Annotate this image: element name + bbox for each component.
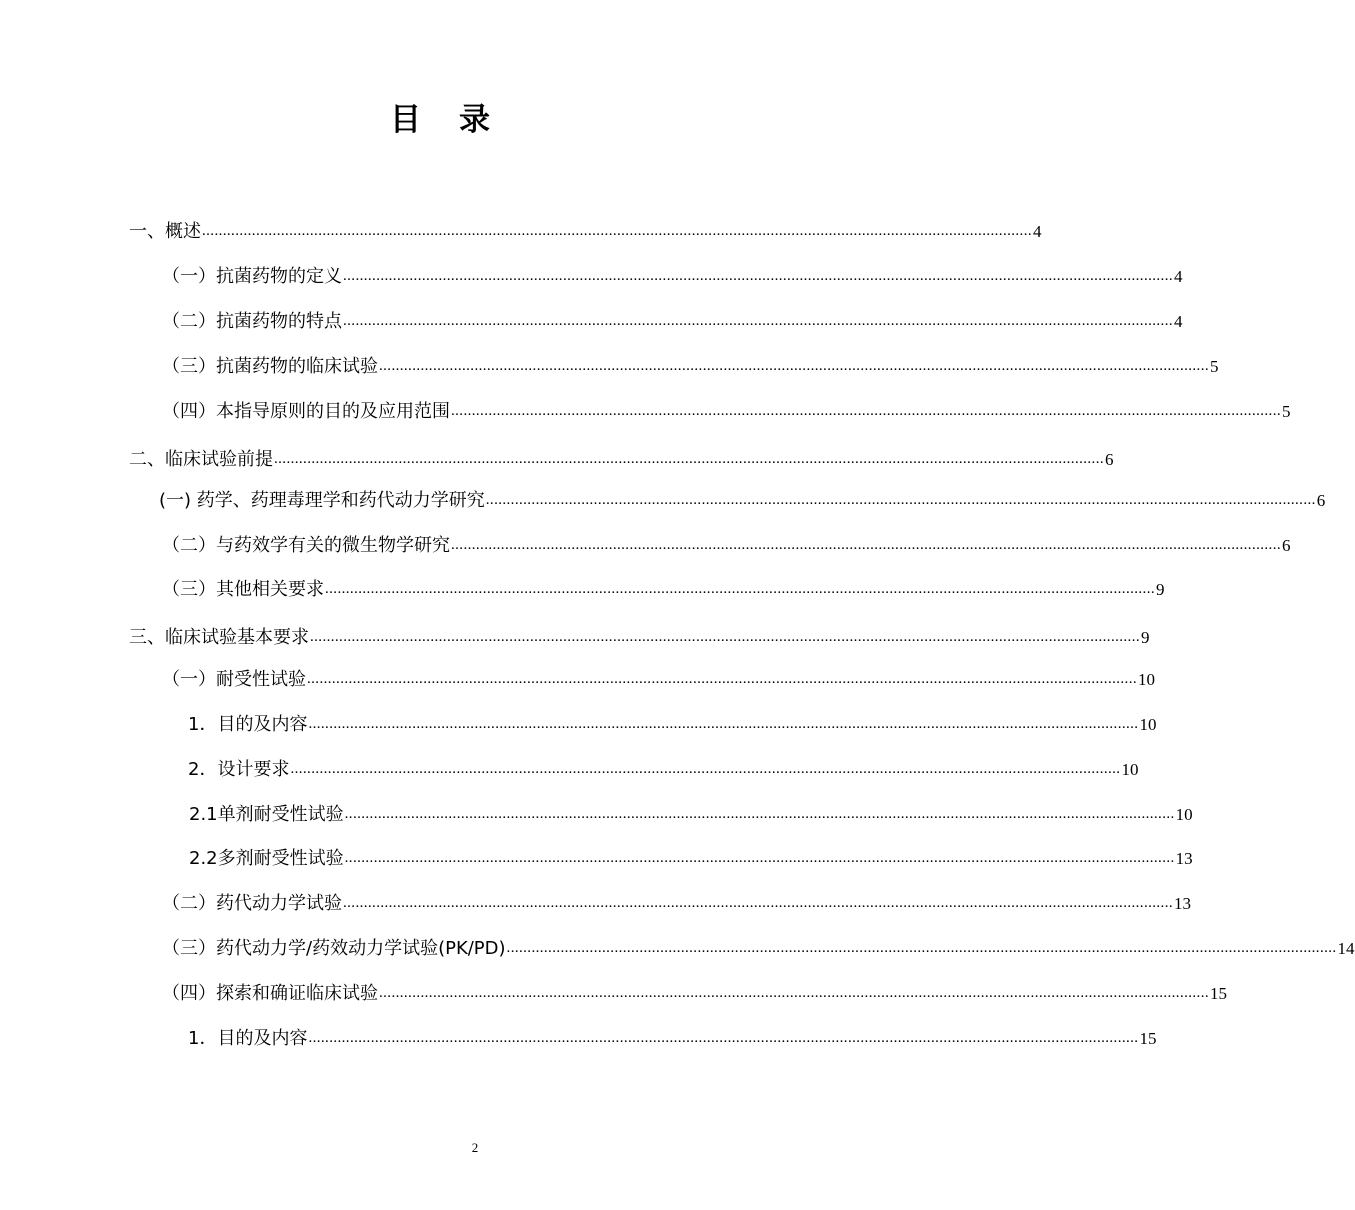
toc-entry-page: 14: [1337, 939, 1355, 958]
toc-entry-page: 5: [1210, 357, 1219, 376]
toc-dot-leader: ........................................................................................................................................................................................................: [290, 761, 1121, 777]
toc-entry-label: （三）抗菌药物的临床试验: [162, 356, 378, 377]
toc-dot-leader: ........................................................................................................................................................................................................: [344, 806, 1175, 822]
toc-dot-leader: ........................................................................................................................................................................................................: [379, 985, 1209, 1001]
toc-entry-label: （二）与药效学有关的微生物学研究: [162, 535, 450, 556]
toc-entry-label: 二、临床试验前提: [129, 449, 273, 470]
toc-entry[interactable]: [162, 936, 1355, 962]
toc-entry-label: 1．目的及内容: [188, 714, 308, 735]
toc-dot-leader: ........................................................................................................................................................................................................: [343, 895, 1173, 911]
toc-entry[interactable]: [162, 309, 1183, 335]
toc-dot-leader: ........................................................................................................................................................................................................: [485, 492, 1316, 508]
toc-entry[interactable]: [189, 846, 1193, 872]
toc-dot-leader: ........................................................................................................................................................................................................: [506, 940, 1337, 956]
toc-entry-label: （二）药代动力学试验: [162, 893, 342, 914]
page-number: 2: [471, 1140, 479, 1155]
toc-entry-label: 2.2多剂耐受性试验: [189, 848, 344, 869]
toc-entry[interactable]: [162, 264, 1183, 290]
toc-entry-label: (一) 药学、药理毒理学和药代动力学研究: [159, 490, 485, 511]
toc-entry-page: 6: [1316, 491, 1326, 510]
toc-dot-leader: ........................................................................................................................................................................................................: [451, 403, 1281, 419]
toc-entry-label: 一、概述: [129, 221, 201, 242]
toc-entry[interactable]: [162, 667, 1155, 693]
toc-entry[interactable]: [162, 399, 1291, 425]
toc-entry[interactable]: [129, 219, 1042, 245]
toc-entry-label: 2.1单剂耐受性试验: [189, 804, 344, 825]
toc-entry[interactable]: [129, 447, 1114, 473]
page-title: 目录: [390, 102, 528, 138]
toc-entry-label: （四）本指导原则的目的及应用范围: [162, 401, 450, 422]
toc-entry-page: 4: [1174, 267, 1183, 286]
toc-entry-label: （二）抗菌药物的特点: [162, 311, 342, 332]
toc-entry-page: 4: [1033, 222, 1042, 241]
toc-entry-page: 10: [1121, 760, 1139, 779]
toc-entry[interactable]: [189, 802, 1193, 828]
toc-entry-page: 10: [1175, 805, 1193, 824]
toc-dot-leader: ........................................................................................................................................................................................................: [379, 358, 1209, 374]
toc-entry-page: 4: [1174, 312, 1183, 331]
toc-dot-leader: ........................................................................................................................................................................................................: [202, 223, 1032, 239]
toc-entry-label: 三、临床试验基本要求: [129, 627, 309, 648]
toc-entry-label: 1．目的及内容: [188, 1028, 308, 1049]
toc-dot-leader: ........................................................................................................................................................................................................: [325, 581, 1155, 597]
toc-entry-label: （一）耐受性试验: [162, 669, 306, 690]
toc-entry-label: （三）其他相关要求: [162, 579, 324, 600]
toc-dot-leader: ........................................................................................................................................................................................................: [343, 313, 1173, 329]
toc-entry-page: 10: [1138, 670, 1155, 689]
toc-dot-leader: ........................................................................................................................................................................................................: [307, 671, 1137, 687]
toc-entry[interactable]: [188, 757, 1139, 783]
toc-entry-page: 9: [1141, 628, 1150, 647]
toc-entry[interactable]: [159, 488, 1326, 514]
toc-entry-page: 15: [1139, 1029, 1157, 1048]
toc-entry-page: 15: [1210, 984, 1227, 1003]
toc-entry[interactable]: [162, 891, 1191, 917]
toc-entry[interactable]: [162, 577, 1165, 603]
toc-dot-leader: ........................................................................................................................................................................................................: [274, 451, 1104, 467]
toc-dot-leader: ........................................................................................................................................................................................................: [310, 629, 1140, 645]
toc-entry[interactable]: [188, 1026, 1157, 1052]
toc-dot-leader: ........................................................................................................................................................................................................: [308, 716, 1139, 732]
toc-entry-label: （四）探索和确证临床试验: [162, 983, 378, 1004]
toc-dot-leader: ........................................................................................................................................................................................................: [343, 268, 1173, 284]
toc-entry-label: （三）药代动力学/药效动力学试验(PK/PD): [162, 938, 506, 959]
toc-dot-leader: ........................................................................................................................................................................................................: [308, 1030, 1139, 1046]
toc-entry-page: 10: [1139, 715, 1157, 734]
toc-entry-page: 5: [1282, 402, 1291, 421]
toc-entry-label: 2．设计要求: [188, 759, 290, 780]
toc-entry-page: 6: [1105, 450, 1114, 469]
toc-entry[interactable]: [162, 981, 1227, 1007]
toc-entry[interactable]: [129, 625, 1150, 651]
toc-entry[interactable]: [162, 533, 1291, 559]
toc-entry-page: 6: [1282, 536, 1291, 555]
toc-entry[interactable]: [162, 354, 1219, 380]
toc-dot-leader: ........................................................................................................................................................................................................: [344, 850, 1175, 866]
toc-entry[interactable]: [188, 712, 1157, 738]
toc-dot-leader: ........................................................................................................................................................................................................: [451, 537, 1281, 553]
toc-entry-page: 13: [1175, 849, 1193, 868]
toc-entry-page: 13: [1174, 894, 1191, 913]
toc-entry-label: （一）抗菌药物的定义: [162, 266, 342, 287]
toc-entry-page: 9: [1156, 580, 1165, 599]
